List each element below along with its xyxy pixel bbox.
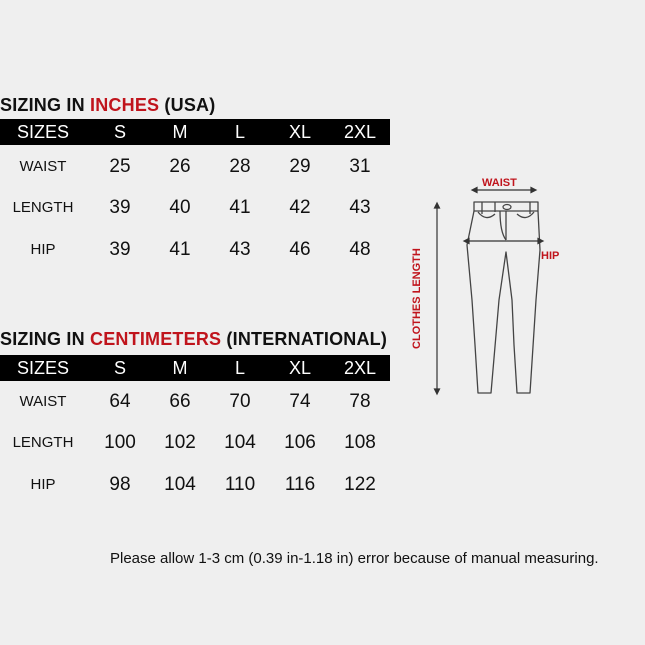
waist-arrow: [472, 188, 536, 193]
header-size-s: S: [113, 122, 126, 142]
cell-value: 43: [229, 239, 251, 260]
pants-left-pocket: [478, 212, 495, 218]
header-size-2xl: 2XL: [343, 358, 377, 378]
cell-value: 26: [169, 156, 191, 177]
inches-title-prefix: SIZING IN: [0, 95, 91, 115]
row-label: LENGTH: [12, 199, 74, 216]
row-label: WAIST: [19, 158, 67, 175]
cell-value: 102: [164, 432, 196, 453]
pants-right-pocket: [517, 212, 534, 218]
header-sizes: SIZES: [16, 122, 69, 142]
header-sizes: SIZES: [16, 358, 69, 378]
hip-arrow: [464, 239, 543, 244]
pants-fly-stitch: [500, 211, 506, 240]
cell-value: 40: [169, 197, 191, 218]
cell-value: 46: [289, 239, 311, 260]
cell-value: 64: [109, 391, 131, 412]
cell-value: 39: [109, 239, 131, 260]
cell-value: 104: [224, 432, 256, 453]
length-arrow: [435, 203, 440, 394]
row-label: WAIST: [19, 393, 67, 410]
inches-header-row: [0, 119, 390, 145]
cell-value: 104: [164, 474, 196, 495]
measurement-note: Please allow 1-3 cm (0.39 in-1.18 in) error because of manual measuring.: [110, 550, 599, 567]
cm-section-title: [0, 329, 387, 350]
cell-value: 29: [289, 156, 311, 177]
inches-section-title: [0, 95, 215, 116]
cell-value: 106: [284, 432, 316, 453]
header-size-2xl: 2XL: [343, 122, 377, 142]
cell-value: 41: [169, 239, 191, 260]
header-size-l: L: [234, 122, 245, 142]
cm-row-length: [0, 428, 390, 458]
cell-value: 43: [349, 197, 371, 218]
row-label: HIP: [30, 241, 56, 258]
cm-title-suffix: (INTERNATIONAL): [221, 329, 388, 349]
inches-title-suffix: (USA): [159, 95, 216, 115]
cell-value: 42: [289, 197, 311, 218]
pants-button-icon: [503, 205, 511, 210]
cell-value: 66: [169, 391, 191, 412]
cell-value: 74: [289, 391, 311, 412]
cell-value: 25: [109, 156, 131, 177]
inches-row-hip: [0, 235, 390, 265]
row-label: HIP: [30, 476, 56, 493]
pants-waistband: [474, 202, 538, 211]
waist-label: WAIST: [482, 177, 517, 189]
cm-header-row: [0, 355, 390, 381]
cell-value: 122: [344, 474, 376, 495]
clothes-length-label: CLOTHES LENGTH: [411, 248, 423, 349]
cell-value: 108: [344, 432, 376, 453]
header-size-m: M: [172, 358, 188, 378]
cell-value: 31: [349, 156, 371, 177]
cell-value: 98: [109, 474, 131, 495]
cell-value: 41: [229, 197, 251, 218]
cell-value: 78: [349, 391, 371, 412]
cell-value: 39: [109, 197, 131, 218]
cell-value: 28: [229, 156, 251, 177]
cell-value: 100: [104, 432, 136, 453]
cell-value: 110: [224, 474, 256, 495]
pants-outline: [467, 211, 540, 393]
header-size-xl: XL: [288, 122, 312, 142]
cm-row-hip: [0, 470, 390, 500]
row-label: LENGTH: [12, 434, 74, 451]
inches-title-highlight: INCHES: [90, 95, 160, 115]
inches-row-waist: [0, 152, 390, 182]
cell-value: 48: [349, 239, 371, 260]
cm-title-prefix: SIZING IN: [0, 329, 91, 349]
header-size-s: S: [113, 358, 126, 378]
inches-row-length: [0, 193, 390, 223]
cell-value: 116: [284, 474, 316, 495]
hip-label: HIP: [541, 250, 560, 262]
header-size-xl: XL: [288, 358, 312, 378]
header-size-l: L: [234, 358, 245, 378]
cm-row-waist: [0, 387, 390, 417]
cell-value: 70: [229, 391, 251, 412]
header-size-m: M: [172, 122, 188, 142]
cm-title-highlight: CENTIMETERS: [90, 329, 222, 349]
